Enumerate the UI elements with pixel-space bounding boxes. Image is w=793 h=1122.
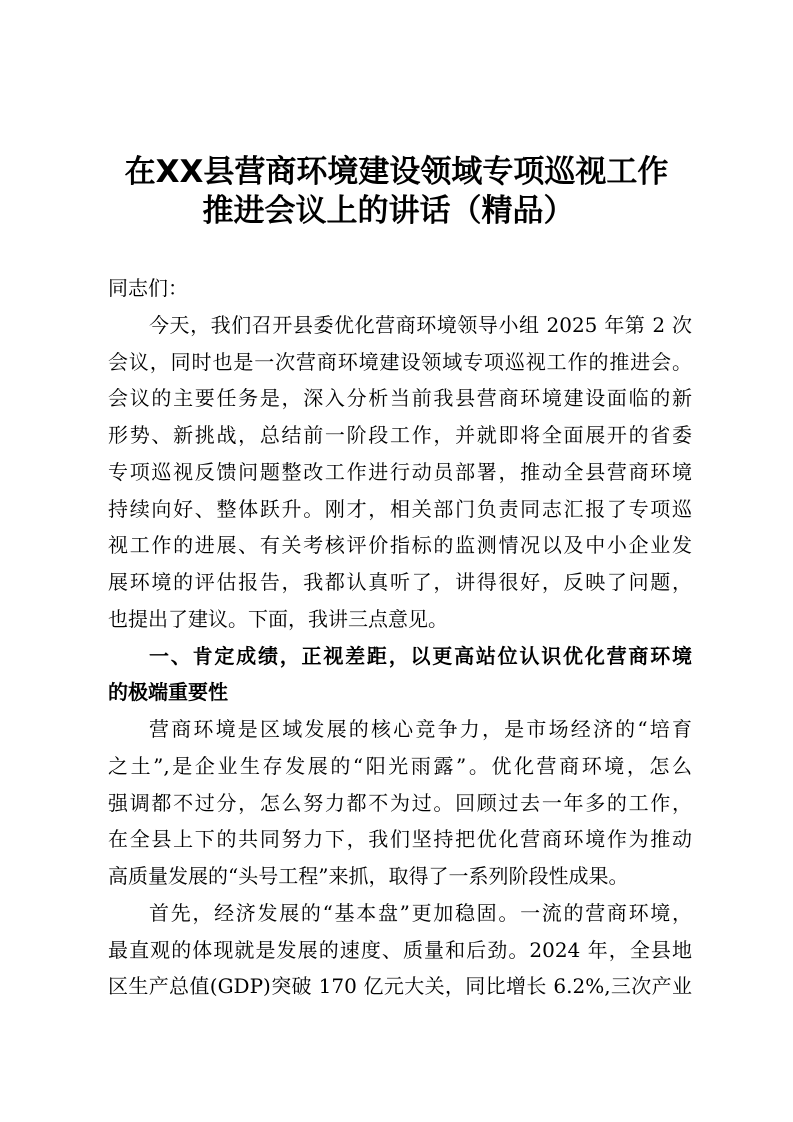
text-line: 视工作的进展、有关考核评价指标的监测情况以及中小企业发: [108, 533, 692, 558]
text-line: 一、肯定成绩，正视差距，以更高站位认识优化营商环境: [149, 643, 692, 668]
section-heading: [108, 638, 692, 712]
text-line: 强调都不过分，怎么努力都不为过。回顾过去一年多的工作，: [108, 790, 692, 815]
text-line: 会议，同时也是一次营商环境建设领域专项巡视工作的推进会。: [108, 349, 692, 374]
paragraphs: [108, 307, 692, 1005]
text-line: 营商环境是区域发展的核心竞争力，是市场经济的“培育: [149, 717, 692, 741]
text-line: 形势、新挑战，总结前一阶段工作，并就即将全面展开的省委: [108, 423, 692, 447]
paragraph: [108, 895, 692, 1005]
text-line: 的极端重要性: [108, 680, 228, 705]
document-title-line-1: 在XX县营商环境建设领域专项巡视工作: [124, 154, 669, 190]
text-line: 之土”,是企业生存发展的“阳光雨露”。优化营商环境，怎么: [108, 753, 692, 778]
text-line: 专项巡视反馈问题整改工作进行动员部署，推动全县营商环境: [108, 459, 692, 484]
text-line: 区生产总值(GDP)突破 170 亿元大关，同比增长 6.2%,三次产业: [108, 974, 692, 999]
text-line: 首先，经济发展的“基本盘”更加稳固。一流的营商环境，: [149, 900, 692, 925]
text-line: 也提出了建议。下面，我讲三点意见。: [108, 606, 448, 631]
text-line: 最直观的体现就是发展的速度、质量和后劲。2024 年，全县地: [108, 937, 692, 962]
text-line: 会议的主要任务是，深入分析当前我县营商环境建设面临的新: [108, 386, 692, 411]
text-line: 持续向好、整体跃升。刚才，相关部门负责同志汇报了专项巡: [108, 496, 692, 521]
salutation: 同志们：: [108, 276, 188, 300]
document-title-line-2: 推进会议上的讲话（精品）: [202, 193, 575, 229]
paragraph: [108, 307, 692, 638]
text-line: 高质量发展的“头号工程”来抓，取得了一系列阶段性成果。: [108, 864, 629, 888]
text-line: 今天，我们召开县委优化营商环境领导小组 2025 年第 2 次: [149, 312, 692, 337]
text-line: 在全县上下的共同努力下，我们坚持把优化营商环境作为推动: [108, 827, 692, 852]
paragraph: [108, 711, 692, 895]
text-line: 展环境的评估报告，我都认真听了，讲得很好，反映了问题，: [108, 570, 692, 594]
document-body: [108, 270, 692, 1005]
